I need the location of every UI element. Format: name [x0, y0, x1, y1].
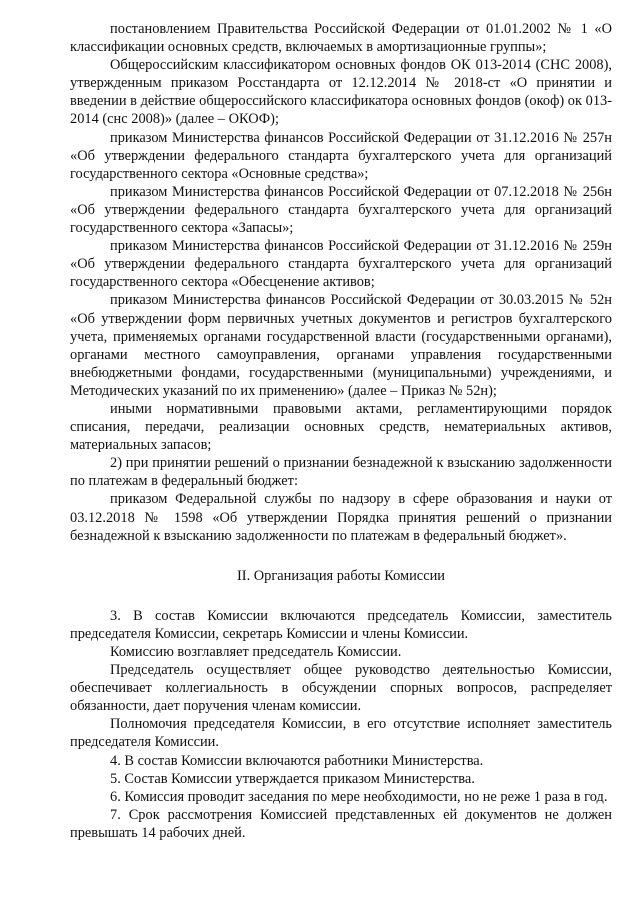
paragraph: Общероссийским классификатором основных фондов ОК 013-2014 (СНС 2008), утвержденным приказом Росстандарта от 12.12.2014 № 2018-ст «О принятии и введении в действие общероссийского классификатора основных фондов (окоф) ок 013-2014 (снс 2008)» (далее – ОКОФ); — [70, 57, 612, 128]
paragraph: 3. В состав Комиссии включаются председатель Комиссии, заместитель председателя Комиссии, секретарь Комиссии и члены Комиссии. — [70, 607, 612, 642]
paragraph: приказом Министерства финансов Российской Федерации от 07.12.2018 № 256н «Об утверждении федерального стандарта бухгалтерского учета для организаций государственного сектора «Запасы»; — [70, 183, 612, 237]
paragraph: 6. Комиссия проводит заседания по мере необходимости, но не реже 1 раза в год. — [110, 788, 608, 805]
paragraph: 7. Срок рассмотрения Комиссией представленных ей документов не должен превышать 14 рабочих дней. — [70, 806, 612, 841]
paragraph: Полномочия председателя Комиссии, в его отсутствие исполняет заместитель председателя Комиссии. — [70, 716, 612, 751]
paragraph: приказом Министерства финансов Российской Федерации от 30.03.2015 № 52н «Об утверждении форм первичных учетных документов и регистров бухгалтерского учета, применяемых органами государственной власти (государственными органами), органами местного самоуправления, органами управления государственными внебюджетными фондами, государственными (муниципальными) учреждениями, и Методических указаний по их применению» (далее – Приказ № 52н); — [70, 292, 612, 399]
paragraph: приказом Министерства финансов Российской Федерации от 31.12.2016 № 259н «Об утверждении федерального стандарта бухгалтерского учета для организаций государственного сектора «Обесценение активов; — [70, 238, 612, 291]
paragraph: Председатель осуществляет общее руководство деятельностью Комиссии, обеспечивает коллегиальность в обсуждении спорных вопросов, распределяет обязанности, дает поручения членам комиссии. — [70, 662, 612, 715]
paragraph: 4. В состав Комиссии включаются работники Министерства. — [110, 752, 484, 769]
paragraph: иными нормативными правовыми актами, регламентирующими порядок списания, передачи, реализации основных средств, нематериальных активов, материальных запасов; — [70, 400, 612, 454]
paragraph: приказом Министерства финансов Российской Федерации от 31.12.2016 № 257н «Об утверждении федерального стандарта бухгалтерского учета для организаций государственного сектора «Основные средства»; — [70, 129, 612, 182]
paragraph: 5. Состав Комиссии утверждается приказом Министерства. — [110, 770, 475, 787]
section-heading: II. Организация работы Комиссии — [236, 567, 445, 584]
paragraph: Комиссию возглавляет председатель Комиссии. — [110, 644, 402, 660]
paragraph: постановлением Правительства Российской Федерации от 01.01.2002 № 1 «О классификации основных средств, включаемых в амортизационные группы»; — [70, 21, 612, 56]
paragraph: приказом Федеральной службы по надзору в сфере образования и науки от 03.12.2018 № 1598 «Об утверждении Порядка принятия решений о признании безнадежной к взысканию задолженности по платежам в федеральный бюджет». — [70, 491, 612, 544]
paragraph: 2) при принятии решений о признании безнадежной к взысканию задолженности по платежам в федеральный бюджет: — [70, 455, 612, 490]
